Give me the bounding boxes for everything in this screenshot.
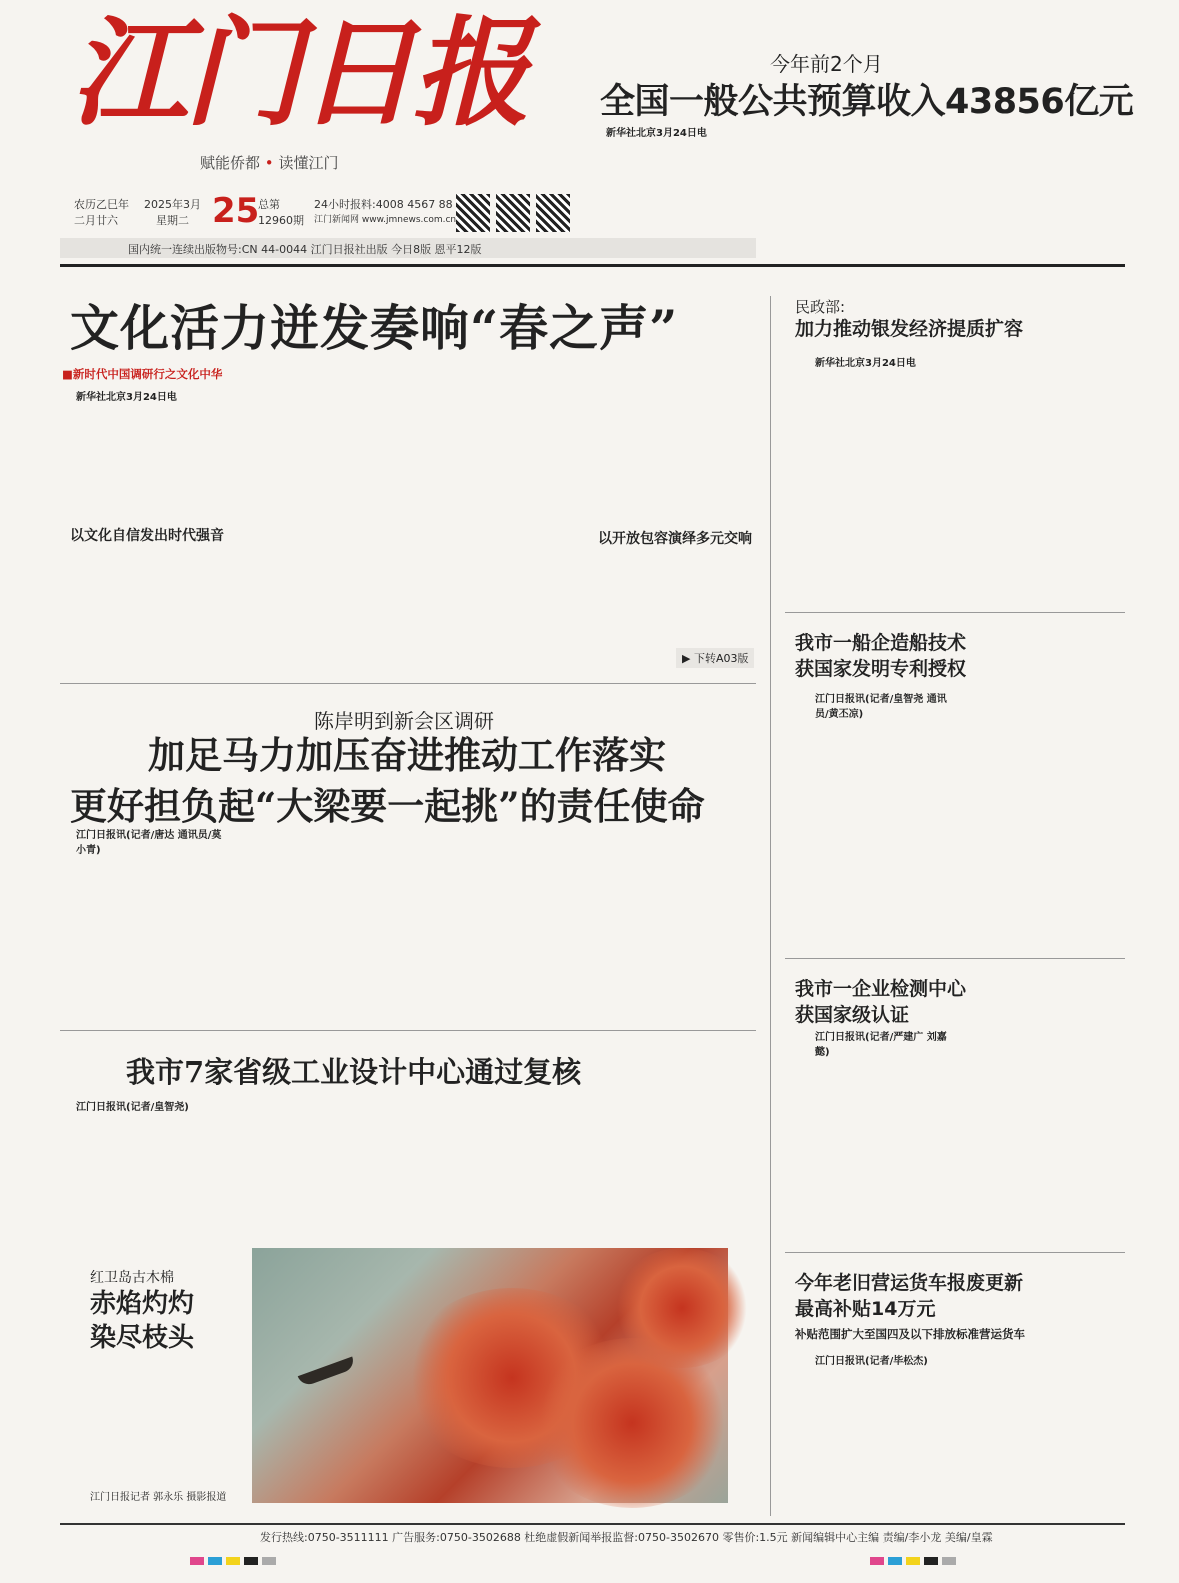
story3-byline: 江门日报讯(记者/皇智尧) bbox=[76, 1102, 189, 1113]
side2-column-1 bbox=[795, 688, 955, 948]
masthead-rule bbox=[60, 264, 1125, 267]
side2-column-2 bbox=[962, 688, 1120, 948]
story2-byline: 江门日报讯(记者/唐达 通讯员/莫小青) bbox=[76, 830, 222, 856]
side2-headline-line2: 获国家发明专利授权 bbox=[795, 658, 967, 680]
side3-headline[interactable] bbox=[795, 976, 966, 1028]
section-divider bbox=[785, 958, 1125, 959]
top-story-column-1 bbox=[606, 124, 771, 242]
lead-subhead-2: 以开放包容演绎多元交响 bbox=[598, 531, 752, 547]
story2-column-2 bbox=[236, 826, 411, 1021]
lead-column-2 bbox=[233, 366, 403, 654]
side4-subheadline: 补贴范围扩大至国四及以下排放标准营运货车 bbox=[795, 1327, 1025, 1341]
story3-headline[interactable]: 我市7家省级工业设计中心通过复核 bbox=[126, 1055, 582, 1089]
side1-column-1 bbox=[795, 352, 955, 592]
top-story-headline[interactable]: 全国一般公共预算收入43856亿元 bbox=[600, 82, 1134, 122]
slogan-part-a: 赋能侨都 bbox=[200, 154, 261, 172]
story3-column-2 bbox=[236, 1096, 411, 1224]
photo-caption-text bbox=[90, 1360, 240, 1485]
section-divider bbox=[785, 1252, 1125, 1253]
photo-headline-line1: 赤焰灼灼 bbox=[90, 1289, 195, 1319]
slogan-separator: • bbox=[264, 154, 274, 172]
contact-info bbox=[314, 196, 456, 225]
lunar-date bbox=[74, 196, 129, 228]
photo-credit: 江门日报记者 郭永乐 摄影报道 bbox=[90, 1492, 227, 1503]
column-divider bbox=[770, 296, 771, 1516]
story3-column-3 bbox=[418, 1096, 586, 1224]
side3-byline: 江门日报讯(记者/严建广 刘嘉懿) bbox=[815, 1032, 947, 1058]
print-color-swatch bbox=[906, 1557, 920, 1565]
lead-column-1 bbox=[60, 382, 225, 654]
lead-section-label: ■新时代中国调研行之文化中华 bbox=[62, 367, 223, 381]
lead-subhead-1: 以文化自信发出时代强音 bbox=[70, 528, 224, 544]
qr-code-icon[interactable] bbox=[456, 194, 490, 232]
side1-byline: 新华社北京3月24日电 bbox=[815, 358, 916, 369]
slogan-part-b: 读懂江门 bbox=[278, 154, 339, 172]
print-color-swatch bbox=[870, 1557, 884, 1565]
qr-code-icon[interactable] bbox=[496, 194, 530, 232]
side2-byline: 江门日报讯(记者/皇智尧 通讯员/黄丕凉) bbox=[815, 694, 947, 720]
story2-kicker: 陈岸明到新会区调研 bbox=[314, 709, 494, 733]
lead-headline[interactable]: 文化活力迸发奏响“春之声” bbox=[70, 299, 679, 357]
top-story-column-2 bbox=[786, 124, 936, 242]
lead-column-4 bbox=[593, 366, 755, 654]
side2-headline-line1: 我市一船企造船技术 bbox=[795, 632, 967, 654]
top-story-column-3 bbox=[946, 124, 1118, 242]
side3-headline-line2: 获国家级认证 bbox=[795, 1004, 910, 1026]
issue-label: 总第 bbox=[258, 198, 280, 211]
section-divider bbox=[60, 1030, 756, 1031]
story3-column-1 bbox=[60, 1096, 230, 1224]
print-color-swatch bbox=[262, 1557, 276, 1565]
story2-column-3 bbox=[418, 826, 586, 1021]
masthead-logo: 江门日报 bbox=[70, 3, 527, 142]
story2-column-4 bbox=[592, 826, 755, 1021]
side1-headline[interactable]: 加力推动银发经济提质扩容 bbox=[795, 318, 1024, 340]
weekday: 星期二 bbox=[156, 214, 189, 227]
license-bar: 国内统一连续出版物号:CN 44-0044 江门日报社出版 今日8版 恩平12版 bbox=[60, 238, 756, 258]
fishing-boat bbox=[298, 1356, 357, 1387]
side4-column-2 bbox=[962, 1350, 1120, 1510]
side4-byline: 江门日报讯(记者/毕松杰) bbox=[815, 1356, 928, 1367]
side3-column-2 bbox=[962, 1026, 1120, 1246]
story2-headline-line1[interactable]: 加足马力加压奋进推动工作落实 bbox=[148, 733, 666, 777]
issue-day: 25 bbox=[212, 191, 260, 231]
print-color-swatch bbox=[208, 1557, 222, 1565]
issue-value: 12960期 bbox=[258, 214, 304, 227]
top-story-kicker: 今年前2个月 bbox=[770, 52, 883, 76]
print-color-swatch bbox=[190, 1557, 204, 1565]
photo-kicker: 红卫岛古木棉 bbox=[90, 1270, 174, 1286]
qr-code-icon[interactable] bbox=[536, 194, 570, 232]
lead-byline: 新华社北京3月24日电 bbox=[76, 392, 177, 403]
side4-headline[interactable] bbox=[795, 1270, 1023, 1322]
story2-headline-line2[interactable]: 更好担负起“大梁要一起挑”的责任使命 bbox=[70, 784, 705, 828]
story2-column-1 bbox=[60, 826, 230, 1021]
website: 江门新闻网 www.jmnews.com.cn bbox=[314, 215, 457, 225]
side1-column-2 bbox=[962, 352, 1120, 592]
kapok-blossom bbox=[612, 1248, 752, 1368]
gregorian-date bbox=[144, 196, 201, 228]
print-color-swatch bbox=[942, 1557, 956, 1565]
issue-info-bar bbox=[60, 192, 580, 242]
issue-number bbox=[258, 196, 304, 228]
side4-headline-line2: 最高补贴14万元 bbox=[795, 1298, 936, 1320]
footer-bar: 发行热线:0750-3511111 广告服务:0750-3502688 杜绝虚假新闻举报监督:0750-3502670 零售价:1.5元 新闻编辑中心主编 责编/李小龙 美编/皇霖 bbox=[60, 1523, 1125, 1543]
side4-headline-line1: 今年老旧营运货车报废更新 bbox=[795, 1272, 1024, 1294]
photo-headline-line2: 染尽枝头 bbox=[90, 1323, 195, 1353]
top-story-byline: 新华社北京3月24日电 bbox=[606, 128, 707, 139]
side4-column-1 bbox=[795, 1350, 955, 1510]
section-divider bbox=[60, 683, 756, 684]
print-color-swatch bbox=[244, 1557, 258, 1565]
print-color-swatch bbox=[888, 1557, 902, 1565]
print-color-swatch bbox=[924, 1557, 938, 1565]
lunar-day: 二月廿六 bbox=[74, 214, 118, 227]
section-divider bbox=[785, 612, 1125, 613]
print-color-swatch bbox=[226, 1557, 240, 1565]
lunar-year: 农历乙巳年 bbox=[74, 198, 129, 211]
photo-headline bbox=[90, 1287, 194, 1355]
side2-headline[interactable] bbox=[795, 630, 966, 682]
kapok-tree-photo[interactable] bbox=[252, 1248, 728, 1503]
continued-on-page-link[interactable]: ▶ 下转A03版 bbox=[676, 648, 754, 668]
hotline: 24小时报料:4008 4567 88 bbox=[314, 198, 453, 211]
side1-kicker: 民政部: bbox=[795, 298, 846, 316]
side3-headline-line1: 我市一企业检测中心 bbox=[795, 978, 967, 1000]
masthead-slogan bbox=[200, 152, 338, 173]
lead-column-3 bbox=[413, 366, 585, 654]
side3-column-1 bbox=[795, 1026, 955, 1246]
year-month: 2025年3月 bbox=[144, 198, 201, 211]
story3-column-4 bbox=[592, 1096, 755, 1224]
